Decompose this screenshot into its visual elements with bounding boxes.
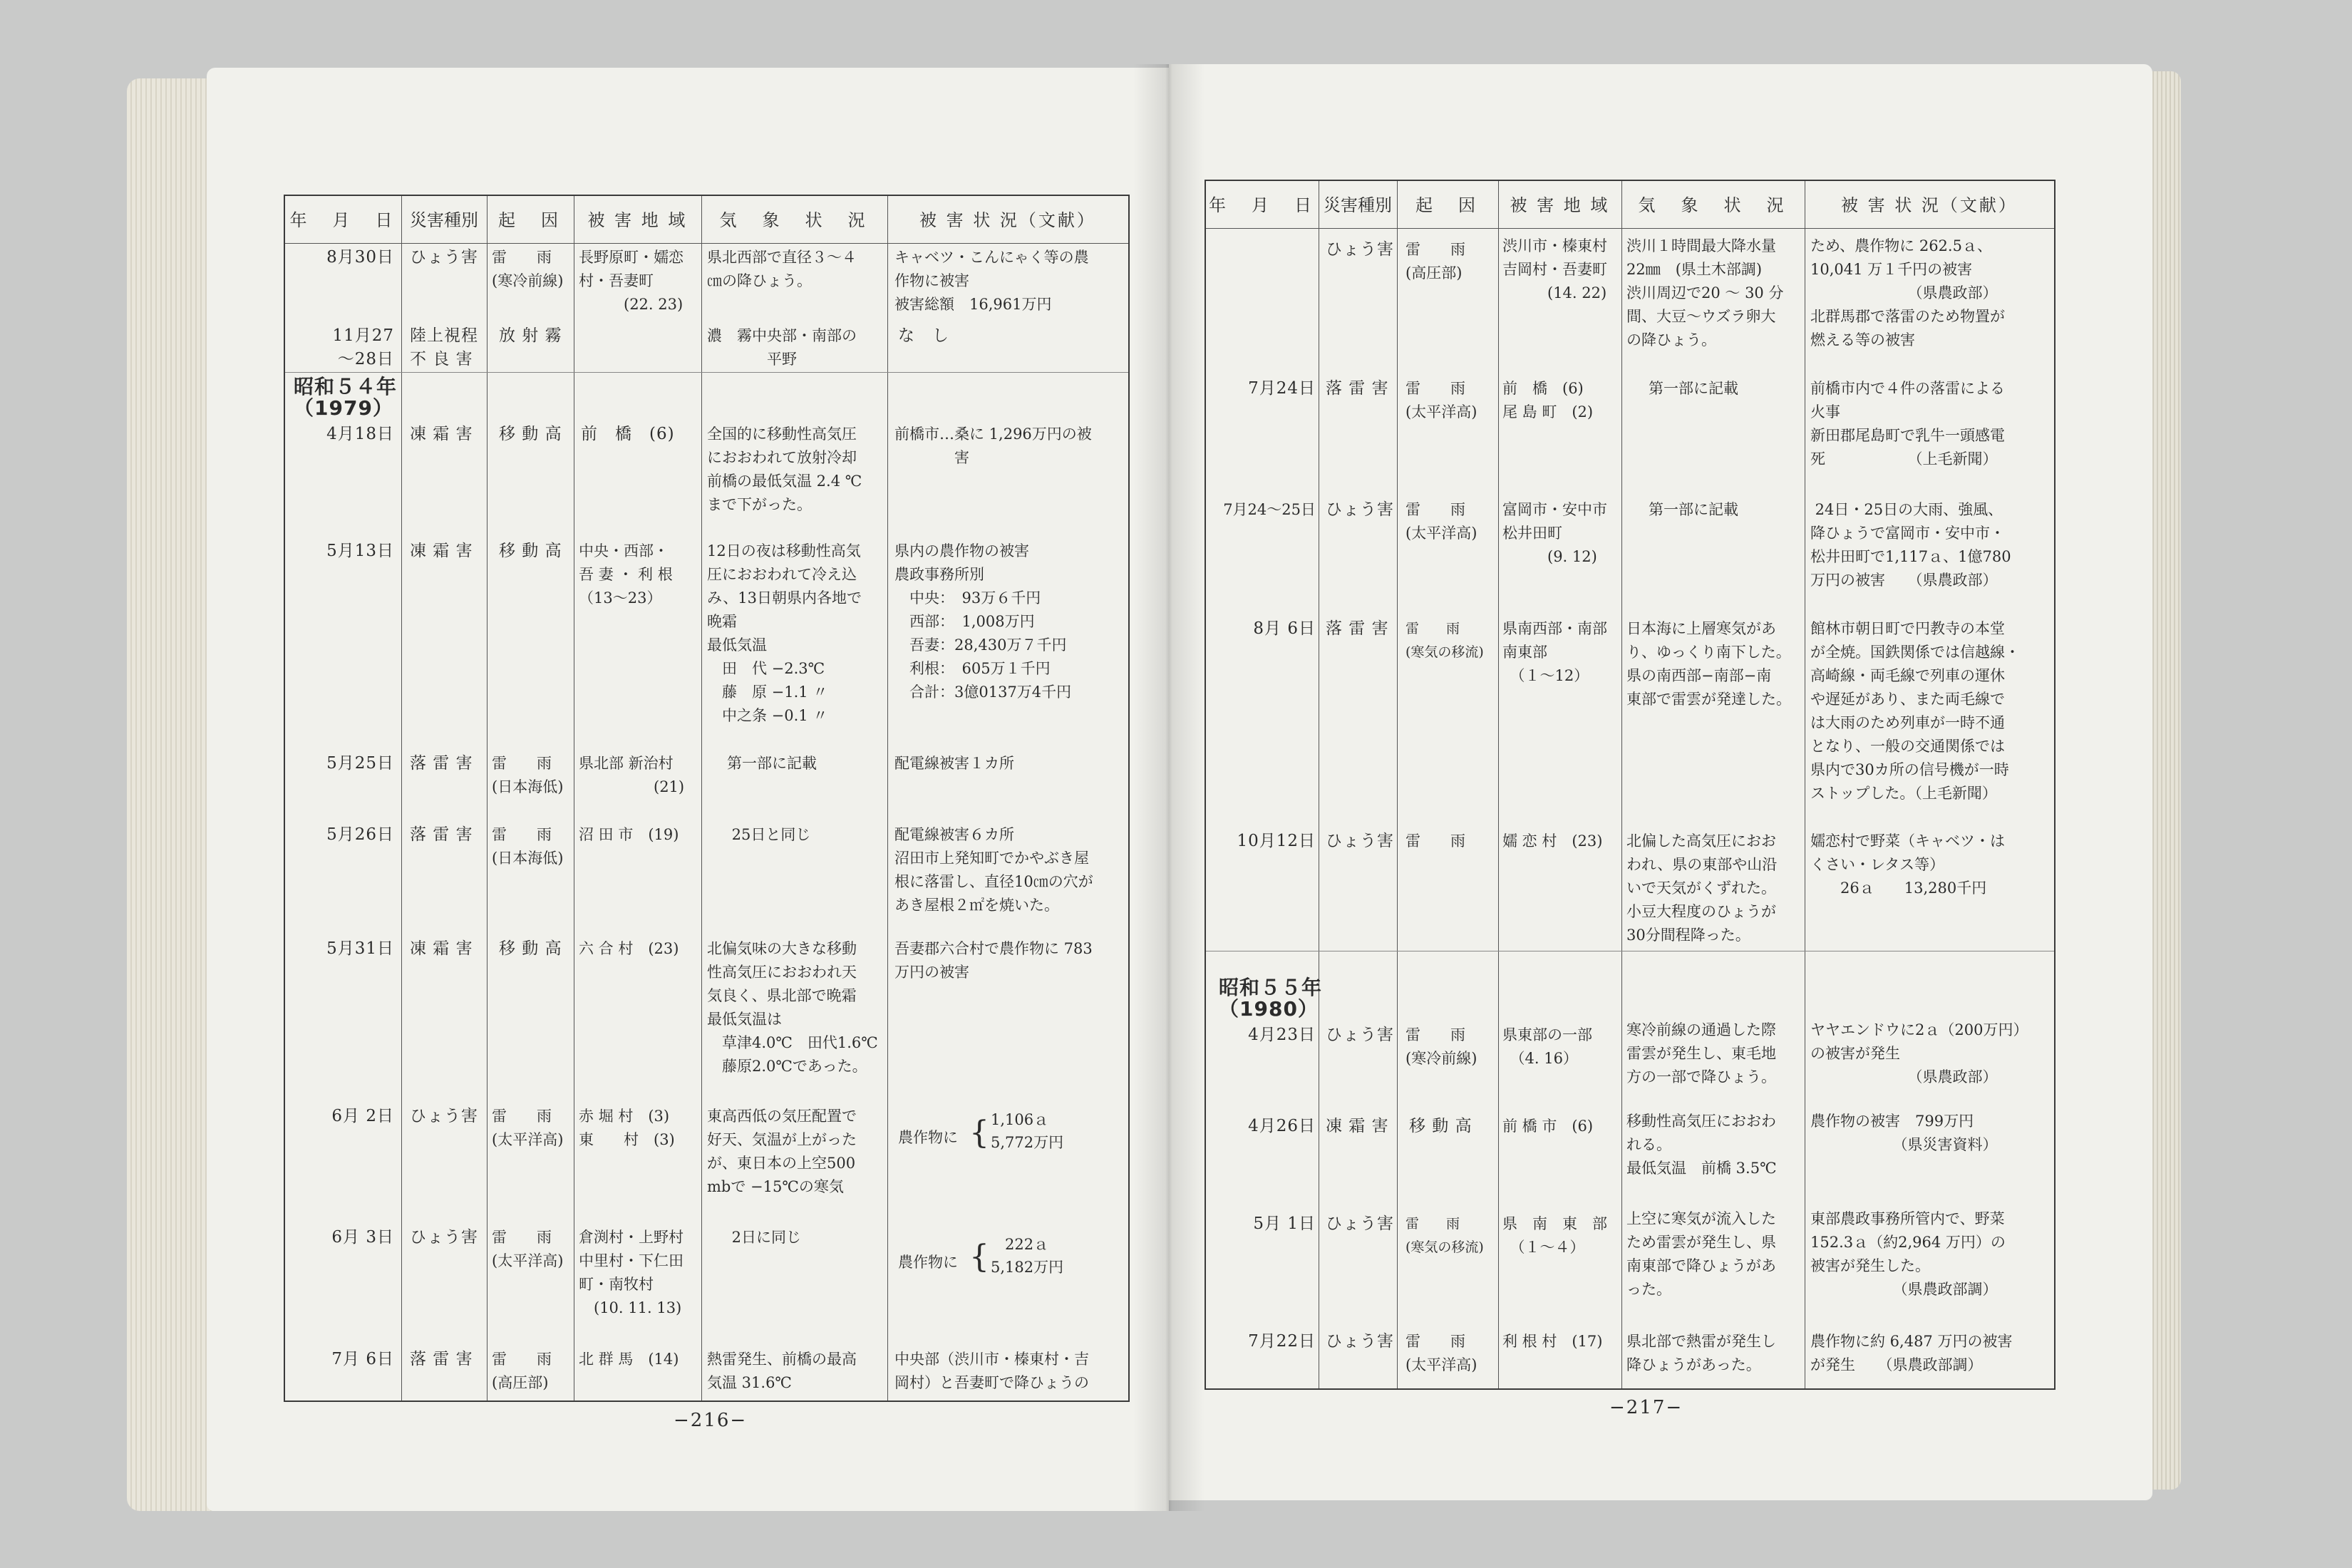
- row-area: 県東部の一部 （4. 16）: [1502, 1026, 1592, 1067]
- row-type: 落 雷 害: [1326, 379, 1389, 398]
- row-damage-amount: 5,182万円: [991, 1259, 1064, 1276]
- header-weather: 気 象 状 況: [1638, 195, 1788, 215]
- row-damage: 農作物の被害 799万円 （県災害資料）: [1810, 1113, 1998, 1153]
- row-date: 5月25日: [326, 754, 394, 773]
- row-date: 4月18日: [326, 425, 394, 443]
- left-disaster-table: [284, 195, 1130, 1402]
- header-damage: 被 害 状 況（文献）: [1841, 195, 2018, 215]
- header-date: 年 月 日: [289, 210, 397, 230]
- header-date: 年 月 日: [1209, 195, 1316, 215]
- row-weather: 東高西低の気圧配置で 好天、気温が上がった が、東日本の上空500 mbで −15℃の寒気: [707, 1108, 857, 1195]
- row-area: 富岡市・安中市 松井田町 (9. 12): [1502, 501, 1607, 565]
- row-weather: 12日の夜は移動性高気 圧におおわれて冷え込 み、13日朝県内各地で 晩霜 最低気温 田 代 −2.3℃ 藤 原 −1.1 〃 中之条 −0.1 〃: [707, 542, 862, 724]
- row-cause: 雷 雨 (高圧部): [1405, 241, 1465, 282]
- brace-icon: {: [969, 1115, 990, 1151]
- row-weather: 県北部で熱雷が発生し 降ひょうがあった。: [1626, 1333, 1776, 1373]
- row-damage: 農作物に: [898, 1129, 958, 1146]
- row-date: 6月 3日: [331, 1228, 394, 1247]
- row-type: 凍 霜 害: [410, 425, 473, 443]
- row-type: ひょう害: [1326, 1332, 1394, 1351]
- row-damage: 24日・25日の大雨、強風、 降ひょうで富岡市・安中市・ 松井田町で1,117ａ、1億780 万円の被害 （県農政部）: [1810, 501, 2011, 589]
- row-cause: 雷 雨 (太平洋高): [1405, 1333, 1477, 1373]
- row-date: 8月30日: [326, 248, 394, 267]
- row-date: 5月13日: [326, 542, 394, 560]
- row-weather: 第一部に記載: [727, 755, 817, 772]
- row-area: 渋川市・榛東村 吉岡村・吾妻町 (14. 22): [1502, 237, 1607, 301]
- row-damage: 配電線被害１カ所: [894, 755, 1014, 772]
- row-area: 中央・西部・ 吾 妻 ・ 利 根 （13～23）: [579, 542, 673, 607]
- row-area: 前 橋 市 (6): [1502, 1118, 1594, 1135]
- row-date: 7月22日: [1248, 1332, 1316, 1351]
- row-weather: 2日に同じ: [727, 1229, 802, 1246]
- header-area: 被 害 地 域: [1510, 195, 1610, 215]
- row-damage: 館林市朝日町で円教寺の本堂 が全焼。国鉄関係では信越線・ 高崎線・両毛線で列車の運休 や遅延があり、また両毛線で は大雨のため列車が一時不通 となり、一般の交通関係では 県内で30カ所の信号機が一時 ストップした。（上毛新聞）: [1810, 620, 2020, 802]
- row-damage: ヤヤエンドウに2ａ（200万円） の被害が発生 （県農政部）: [1810, 1021, 2028, 1085]
- header-weather: 気 象 状 況: [719, 210, 870, 230]
- row-cause: 雷 雨 (太平洋高): [1405, 380, 1477, 421]
- row-date: 5月 1日: [1253, 1214, 1316, 1233]
- row-cause: 移 動 高: [499, 939, 562, 958]
- page-number-left: −216−: [674, 1410, 748, 1431]
- row-type: ひょう害: [410, 248, 478, 267]
- row-type: ひょう害: [1326, 832, 1394, 850]
- header-cause: 起 因: [1415, 195, 1480, 215]
- row-cause: 雷 雨: [1405, 832, 1465, 850]
- row-weather: 渋川１時間最大降水量 22㎜ (県土木部調) 渋川周辺で20 ～ 30 分 間、大豆～ウズラ卵大 の降ひょう。: [1626, 237, 1784, 349]
- row-weather: 移動性高気圧におおわ れる。 最低気温 前橋 3.5℃: [1626, 1113, 1777, 1177]
- row-weather: 県北西部で直径３～４ ㎝の降ひょう。: [707, 249, 857, 289]
- row-area: 前 橋 (6): [581, 425, 675, 443]
- row-date: 8月 6日: [1253, 619, 1316, 638]
- row-damage: キャベツ・こんにゃく等の農 作物に被害 被害総額 16,961万円: [894, 249, 1089, 313]
- row-type: ひょう害: [1326, 240, 1394, 259]
- row-cause: 移 動 高: [499, 425, 562, 443]
- row-cause: 雷 雨 (寒冷前線): [492, 249, 564, 289]
- row-cause: 雷 雨 (日本海低): [492, 826, 564, 867]
- row-weather: 熱雷発生、前橋の最高 気温 31.6℃: [707, 1351, 857, 1391]
- row-cause: 雷 雨 (日本海低): [492, 755, 564, 795]
- row-cause: 雷 雨 (高圧部): [492, 1351, 552, 1391]
- row-area: 六 合 村 (23): [579, 940, 679, 957]
- row-damage-area: 222ａ: [1005, 1236, 1049, 1253]
- row-cause: 移 動 高: [499, 542, 562, 560]
- row-date: 4月23日: [1248, 1026, 1316, 1044]
- row-cause: 雷 雨 (寒気の移流): [1405, 1216, 1484, 1255]
- row-cause: 雷 雨 (太平洋高): [492, 1229, 564, 1269]
- row-type: 凍 霜 害: [410, 542, 473, 560]
- row-area: 倉渕村・上野村 中里村・下仁田 町・南牧村 (10. 11. 13): [579, 1229, 684, 1316]
- header-area: 被 害 地 域: [587, 210, 688, 230]
- row-damage-area: 1,106ａ: [991, 1111, 1049, 1128]
- row-damage: 農作物に約 6,487 万円の被害 が発生 （県農政部調）: [1810, 1333, 2013, 1373]
- era-heading: 昭和５５年 （1980）: [1219, 976, 1323, 1021]
- row-weather: 第一部に記載: [1634, 380, 1738, 397]
- row-date: 11月27 ～28日: [332, 326, 394, 368]
- book-page-edges-left: [127, 78, 220, 1511]
- row-weather: 北偏した高気圧におお われ、県の東部や山沿 いで天気がくずれた。 小豆大程度のひょうが 30分間程降った。: [1626, 832, 1778, 944]
- row-date: 5月31日: [326, 939, 394, 958]
- row-damage: 中央部（渋川市・榛東村・吉 岡村）と吾妻町で降ひょうの: [894, 1351, 1089, 1391]
- row-area: 前 橋 (6) 尾 島 町 (2): [1502, 380, 1594, 421]
- row-weather: 全国的に移動性高気圧 におおわれて放射冷却 前橋の最低気温 2.4 ℃ まで下がった。: [707, 425, 862, 513]
- header-type: 災害種別: [1324, 195, 1392, 215]
- row-damage: 配電線被害６カ所 沼田市上発知町でかやぶき屋 根に落雷し、直径10㎝の穴が あき屋根２㎡を焼いた。: [894, 826, 1093, 914]
- row-type: 落 雷 害: [410, 825, 473, 844]
- row-damage: な し: [898, 326, 949, 345]
- row-type: 落 雷 害: [410, 754, 473, 773]
- row-damage: 県内の農作物の被害 農政事務所別 中央： 93万６千円 西部： 1,008万円 吾妻：28,430万７千円 利根： 605万１千円 合計：3億0137万4千円: [894, 542, 1072, 701]
- row-cause: 雷 雨 (太平洋高): [1405, 501, 1477, 542]
- row-date: 10月12日: [1237, 832, 1316, 850]
- row-cause: 雷 雨 (寒冷前線): [1405, 1026, 1477, 1067]
- row-damage: 前橋市…桑に 1,296万円の被 害: [894, 425, 1092, 466]
- row-area: 嬬 恋 村 (23): [1502, 832, 1603, 850]
- row-damage: 嬬恋村で野菜（キャベツ・は くさい・レタス等） 26ａ 13,280千円: [1810, 832, 2005, 897]
- row-damage: 吾妻郡六合村で農作物に 783 万円の被害: [894, 940, 1093, 981]
- row-weather: 25日と同じ: [727, 826, 811, 843]
- row-area: 赤 堀 村 (3) 東 村 (3): [579, 1108, 675, 1148]
- row-type: 落 雷 害: [1326, 619, 1389, 638]
- row-date: 5月26日: [326, 825, 394, 844]
- row-damage: 農作物に: [898, 1254, 958, 1271]
- row-weather: 第一部に記載: [1634, 501, 1738, 518]
- row-type: 凍 霜 害: [1326, 1117, 1389, 1135]
- row-weather: 北偏気味の大きな移動 性高気圧におおわれ天 気良く、県北部で晩霜 最低気温は 草津4.0℃ 田代1.6℃ 藤原2.0℃であった。: [707, 940, 878, 1075]
- row-type: ひょう害: [1326, 1026, 1394, 1044]
- row-type: 落 雷 害: [410, 1350, 473, 1368]
- row-cause: 移 動 高: [1409, 1117, 1472, 1135]
- row-cause: 放 射 霧: [499, 326, 562, 345]
- row-damage: 前橋市内で４件の落雷による 火事 新田郡尾島町で乳牛一頭感電 死 （上毛新聞）: [1810, 380, 2005, 468]
- page-number-right: −217−: [1609, 1397, 1683, 1418]
- header-damage: 被 害 状 況（文献）: [919, 210, 1096, 230]
- row-area: 利 根 村 (17): [1502, 1333, 1603, 1350]
- row-area: 沼 田 市 (19): [579, 826, 679, 843]
- row-type: 陸上視程 不 良 害: [410, 326, 478, 368]
- row-type: ひょう害: [1326, 500, 1394, 519]
- row-damage-amount: 5,772万円: [991, 1134, 1064, 1151]
- row-damage: 東部農政事務所管内で、野菜 152.3ａ（約2,964 万円）の 被害が発生した。 （県農政部調）: [1810, 1210, 2006, 1298]
- row-weather: 濃 霧中央部・南部の 平野: [707, 327, 857, 368]
- row-area: 長野原町・嬬恋 村・吾妻町 (22. 23): [579, 249, 684, 313]
- row-date: 7月 6日: [331, 1350, 394, 1368]
- row-area: 県北部 新治村 (21): [579, 755, 685, 795]
- row-date: 7月24～25日: [1223, 501, 1316, 518]
- row-cause: 雷 雨 (寒気の移流): [1405, 621, 1484, 660]
- header-cause: 起 因: [498, 210, 562, 230]
- brace-icon: {: [969, 1239, 990, 1275]
- row-weather: 日本海に上層寒気があ り、ゆっくり南下した。 県の南西部−南部−南 東部で雷雲が発達した。: [1626, 620, 1791, 708]
- row-date: 7月24日: [1248, 379, 1316, 398]
- row-type: ひょう害: [1326, 1214, 1394, 1233]
- book-gutter: [1133, 64, 1205, 1511]
- row-date: 6月 2日: [331, 1107, 394, 1125]
- era-heading: 昭和５４年 （1979）: [294, 375, 398, 420]
- header-type: 災害種別: [410, 210, 478, 230]
- row-type: 凍 霜 害: [410, 939, 473, 958]
- row-weather: 寒冷前線の通過した際 雷雲が発生し、東毛地 方の一部で降ひょう。: [1626, 1021, 1776, 1085]
- row-area: 県 南 東 部 （１～４）: [1502, 1215, 1607, 1256]
- row-damage: ため、農作物に 262.5ａ、 10,041 万１千円の被害 （県農政部） 北群馬郡で落雷のため物置が 燃える等の被害: [1810, 237, 2005, 349]
- row-weather: 上空に寒気が流入した ため雷雲が発生し、県 南東部で降ひょうがあ った。: [1626, 1210, 1776, 1298]
- row-type: ひょう害: [410, 1107, 478, 1125]
- row-cause: 雷 雨 (太平洋高): [492, 1108, 564, 1148]
- row-area: 北 群 馬 (14): [579, 1351, 679, 1368]
- row-type: ひょう害: [410, 1228, 478, 1247]
- row-area: 県南西部・南部 南東部 （１～12）: [1502, 620, 1607, 684]
- row-date: 4月26日: [1248, 1117, 1316, 1135]
- right-disaster-table: [1205, 180, 2056, 1390]
